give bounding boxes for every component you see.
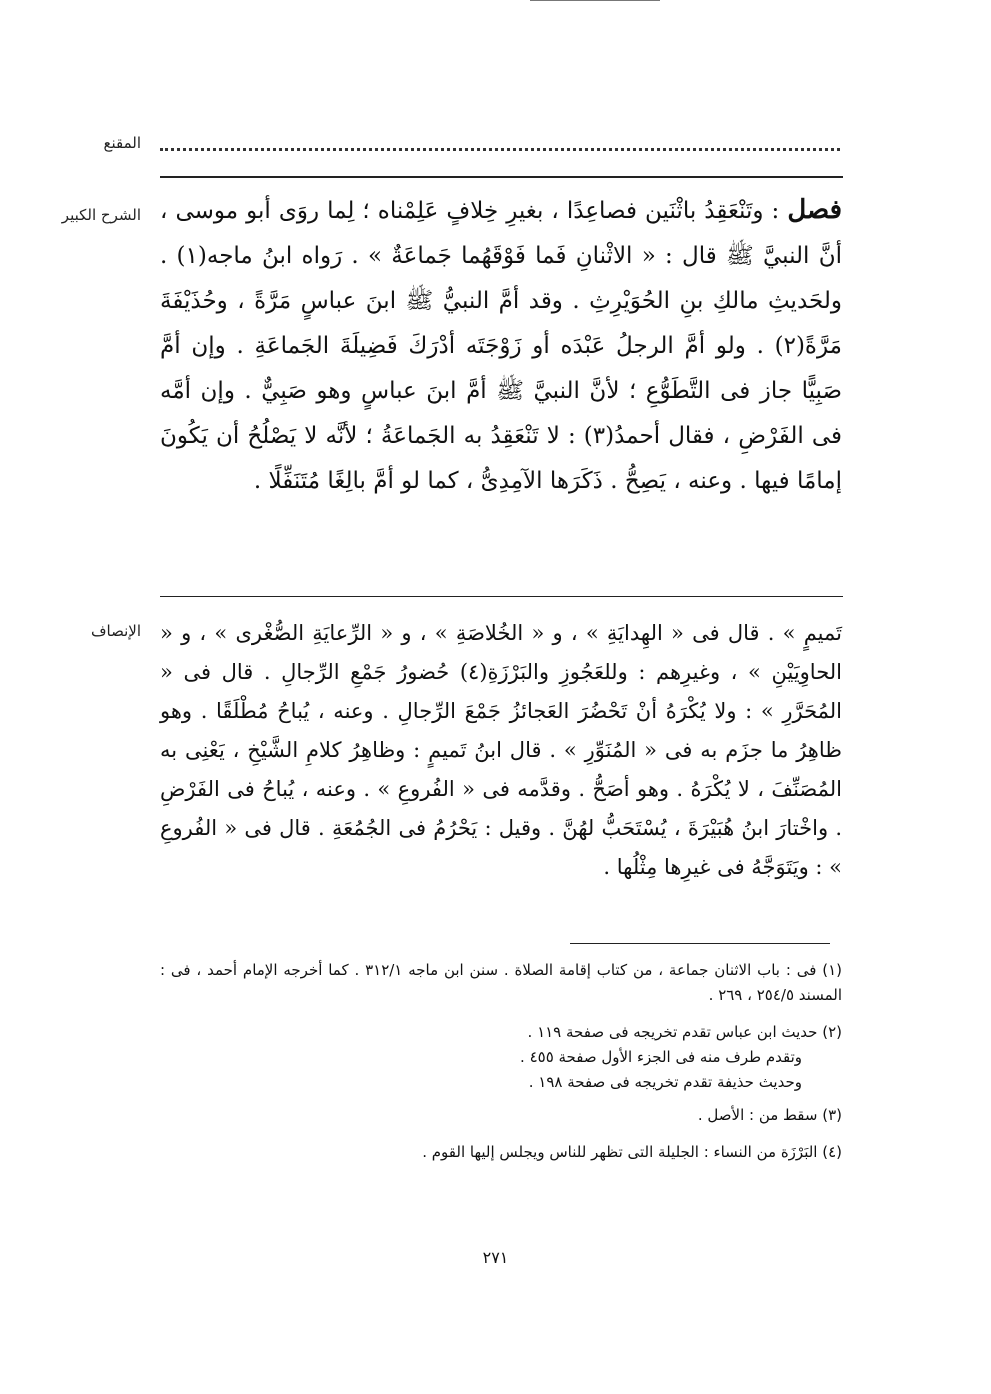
main-text-block — [160, 188, 842, 504]
dotted-separator — [160, 148, 840, 155]
main-body: : وتَنْعَقِدُ باثْنَين فصاعِدًا ، بغيرِ خِلافٍ عَلِمْناه ؛ لِما روَى أبو موسى ، أنَّ النبيَّ ﷺ قال : « الاثْنانِ فَما فَوْقَهُما جَماعَةٌ » . رَواه ابنُ ماجه(١) . ولحَديثِ مالكِ بنِ الحُوَيْرِثِ . وقد أمَّ النبيُّ ﷺ ابنَ عباسٍ مَرَّةً ، وحُذَيْفَةَ مَرَّةً(٢) . ولو أمَّ الرجلُ عَبْدَه أو زَوْجَتَه أدْرَكَ فَضِيلَةَ الجَماعَةِ . وإن أمَّ صَبِيًّا جاز فى التَّطَوُّعِ ؛ لأنَّ النبيَّ ﷺ أمَّ ابنَ عباسٍ وهو صَبِيٌّ . وإن أمَّه فى الفَرْضِ ، فقال أحمدُ(٣) : لا تَنْعَقِدُ به الجَماعَةُ ؛ لأنَّه لا يَصْلُحُ أن يَكُونَ إمامًا فيها . وعنه ، يَصِحُّ . ذَكَرَها الآمِدِىُّ ، كما لو أمَّ بالِغًا مُتَنَفِّلًا . — [160, 198, 842, 494]
main-bottom-rule — [160, 596, 843, 597]
footnote-1: (١) فى : باب الاثنان جماعة ، من كتاب إقامة الصلاة . سنن ابن ماجه ٣١٢/١ . كما أخرجه الإمام أحمد ، فى : المسند ٢٥٤/٥ ، ٢٦٩ . — [160, 961, 842, 1004]
footnote-2: (٢) حديث ابن عباس تقدم تخريجه فى صفحة ١١٩ . — [527, 1023, 842, 1041]
footnote-2-line-3: وحديث حذيفة تقدم تخريجه فى صفحة ١٩٨ . — [528, 1073, 802, 1091]
insaf-paragraph: تَميمٍ » . قال فى « الهِدايَةِ » ، و « الخُلاصَةِ » ، و « الرِّعايَةِ الصُّغْرى » ، و « الحاوِيَيْنِ » ، وغيرِهم : وللعَجُوزِ والبَرْزَةِ(٤) حُضورُ جَمْعِ الرِّجالِ . قال فى « المُحَرَّرِ » : ولا يُكْرَهُ أنْ تَحْضُرَ العَجائزُ جَمْعَ الرِّجالِ . وعنه ، يُباحُ مُطْلَقًا . وهو ظاهِرُ ما جزَم به فى « المُنَوِّرِ » . قال ابنُ تَميمٍ : وظاهِرُ كلامِ الشَّيْخِ ، يَعْنِى به المُصَنِّفَ ، لا يُكْرَهُ . وهو أصَحُّ . وقدَّمه فى « الفُروعِ » . وعنه ، يُباحُ فى الفَرْضِ . واخْتارَ ابنُ هُبَيْرَةَ ، يُسْتَحَبُّ لهُنَّ . وقيل : يَحْرُمُ فى الجُمُعَةِ . قال فى « الفُروعِ » : ويَتَوَجَّهُ فى غيرِها مِثْلُها . — [160, 621, 842, 879]
main-paragraph — [160, 188, 842, 504]
book-title-muqni: المقنع — [103, 134, 141, 152]
footnote-separator — [570, 943, 830, 944]
insaf-text-block — [160, 614, 842, 887]
footnote-4: (٤) البَرْزَة من النساء : الجليلة التى تظهر للناس ويجلس إليها القوم . — [422, 1143, 842, 1161]
footnote-3: (٣) سقط من : الأصل . — [697, 1106, 842, 1124]
section-heading: فصل — [787, 195, 842, 225]
page-number: ٢٧١ — [482, 1248, 509, 1267]
label-sharh-kabir: الشرح الكبير — [61, 206, 141, 224]
footnotes — [160, 958, 842, 1165]
footnote-2-line-2: وتقدم طرف منه فى الجزء الأول صفحة ٤٥٥ . — [520, 1048, 802, 1066]
label-insaf: الإنصاف — [90, 622, 141, 640]
main-top-rule — [160, 176, 843, 178]
